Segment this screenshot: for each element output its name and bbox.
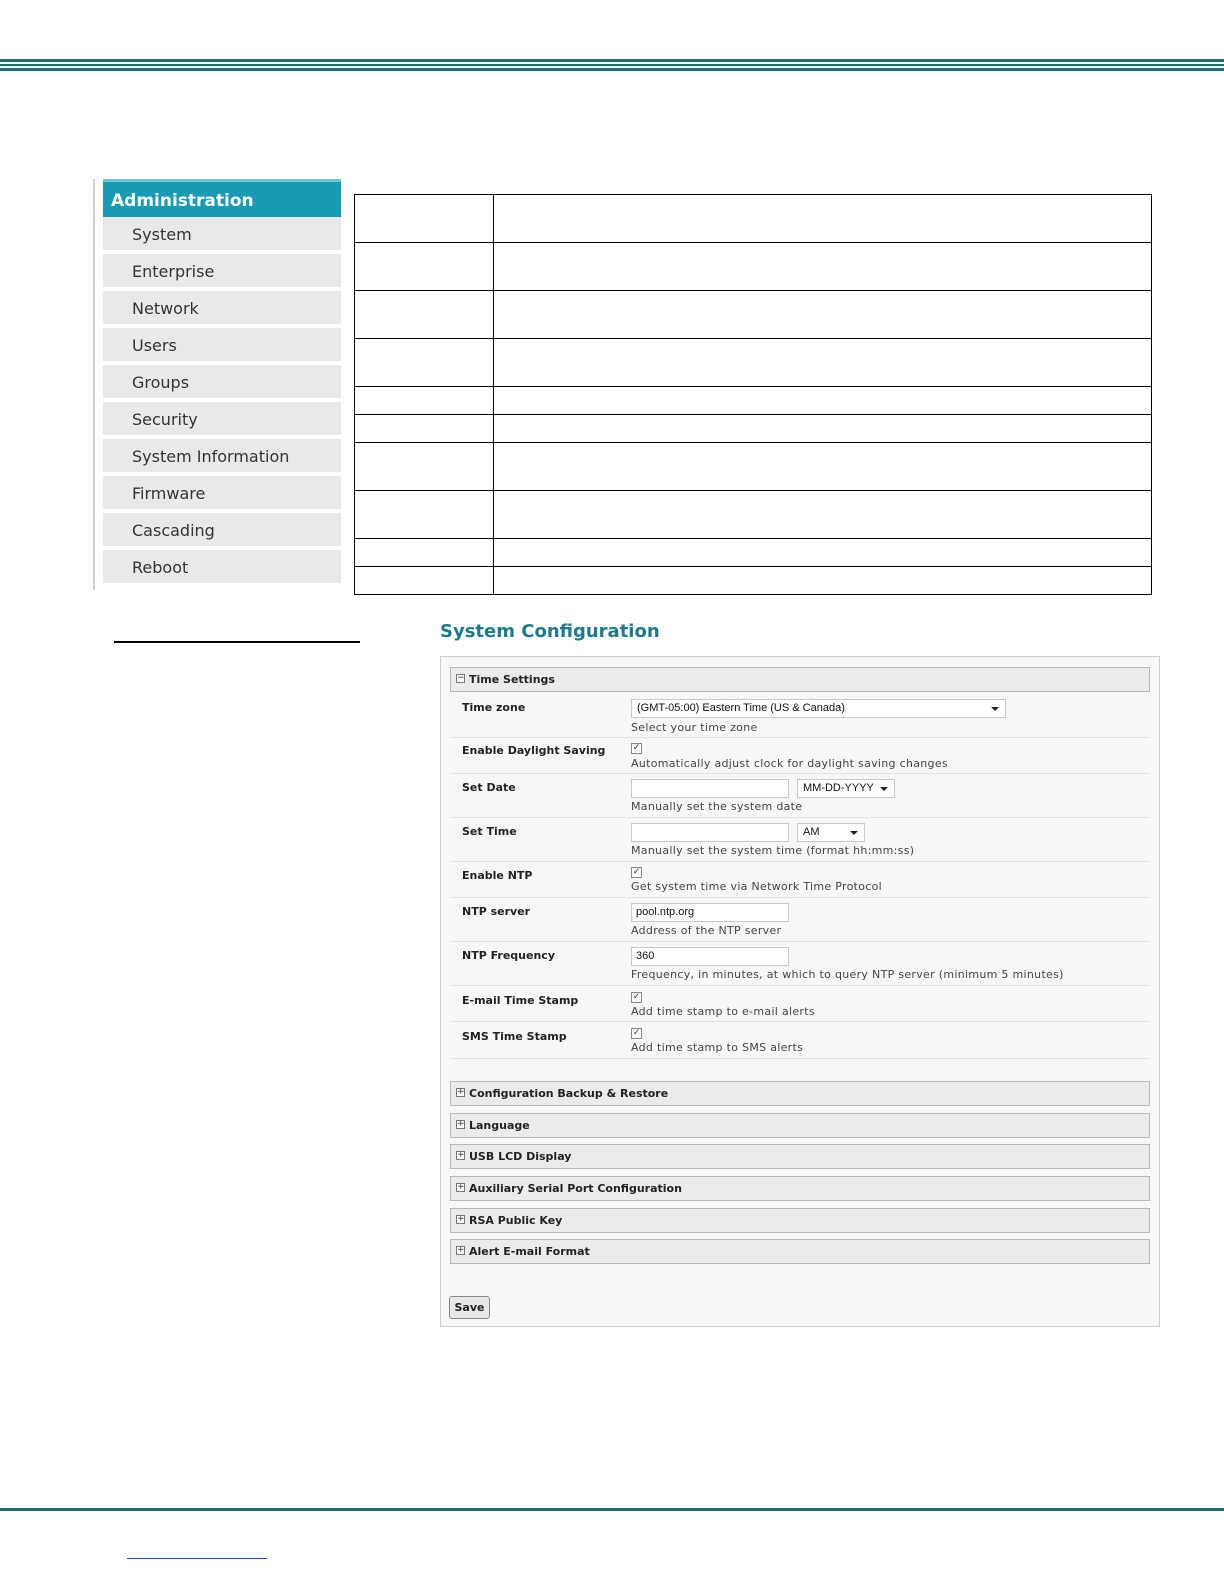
admin-menu-item-network[interactable]: Network bbox=[103, 291, 341, 326]
section-title: Language bbox=[469, 1119, 530, 1132]
sms-time-stamp-label: SMS Time Stamp bbox=[462, 1030, 567, 1043]
enable-ntp-hint: Get system time via Network Time Protocol bbox=[631, 880, 882, 893]
section-alert-email-format[interactable] bbox=[450, 1239, 1150, 1264]
row-daylight-saving bbox=[450, 738, 1150, 774]
expand-icon[interactable]: + bbox=[457, 1119, 465, 1129]
save-button[interactable]: Save bbox=[449, 1296, 490, 1319]
table-row bbox=[355, 339, 1152, 387]
admin-menu-item-users[interactable]: Users bbox=[103, 328, 341, 363]
set-time-hint: Manually set the system time (format hh:mm:ss) bbox=[631, 844, 915, 857]
date-format-value: MM-DD-YYYY bbox=[803, 782, 874, 794]
set-time-input[interactable] bbox=[631, 823, 789, 842]
ntp-frequency-input[interactable]: 360 bbox=[631, 947, 789, 966]
table-row bbox=[355, 387, 1152, 415]
section-usb-lcd-display[interactable] bbox=[450, 1144, 1150, 1169]
table-row bbox=[355, 567, 1152, 595]
section-title: RSA Public Key bbox=[469, 1214, 563, 1227]
daylight-saving-checkbox[interactable]: ✓ bbox=[632, 743, 641, 753]
section-title: USB LCD Display bbox=[469, 1150, 572, 1163]
section-time-settings[interactable] bbox=[450, 667, 1150, 692]
row-enable-ntp bbox=[450, 862, 1150, 898]
email-time-stamp-hint: Add time stamp to e-mail alerts bbox=[631, 1005, 815, 1018]
system-config-panel bbox=[440, 656, 1160, 1327]
set-date-label: Set Date bbox=[462, 781, 516, 794]
section-title: Configuration Backup & Restore bbox=[469, 1087, 669, 1100]
admin-menu-item-reboot[interactable]: Reboot bbox=[103, 550, 341, 585]
ampm-value: AM bbox=[803, 826, 820, 838]
enable-ntp-checkbox[interactable]: ✓ bbox=[632, 867, 641, 877]
enable-ntp-label: Enable NTP bbox=[462, 869, 533, 882]
admin-menu-item-cascading[interactable]: Cascading bbox=[103, 513, 341, 548]
expand-icon[interactable]: + bbox=[457, 1245, 465, 1255]
table-row bbox=[355, 539, 1152, 567]
section-title: Auxiliary Serial Port Configuration bbox=[469, 1182, 682, 1195]
admin-menu-item-groups[interactable]: Groups bbox=[103, 365, 341, 400]
section-language[interactable] bbox=[450, 1113, 1150, 1138]
section-title: Time Settings bbox=[469, 673, 555, 686]
dropdown-arrow-icon bbox=[850, 831, 858, 835]
ntp-server-label: NTP server bbox=[462, 905, 531, 918]
ntp-frequency-label: NTP Frequency bbox=[462, 949, 555, 962]
ntp-server-hint: Address of the NTP server bbox=[631, 924, 782, 937]
footer-rule bbox=[0, 1508, 1224, 1511]
set-date-hint: Manually set the system date bbox=[631, 800, 803, 813]
row-set-time bbox=[450, 818, 1150, 862]
table-row bbox=[355, 291, 1152, 339]
email-time-stamp-checkbox[interactable]: ✓ bbox=[632, 992, 641, 1002]
dropdown-arrow-icon bbox=[880, 787, 888, 791]
expand-icon[interactable]: + bbox=[457, 1087, 465, 1097]
admin-menu bbox=[93, 179, 341, 590]
row-ntp-frequency bbox=[450, 942, 1150, 986]
set-date-input[interactable] bbox=[631, 779, 789, 798]
time-zone-select[interactable] bbox=[631, 699, 1006, 718]
table-row bbox=[355, 491, 1152, 539]
ntp-frequency-hint: Frequency, in minutes, at which to query NTP server (minimum 5 minutes) bbox=[631, 968, 1064, 981]
admin-menu-item-system-information[interactable]: System Information bbox=[103, 439, 341, 474]
description-table bbox=[354, 194, 1152, 595]
dropdown-arrow-icon bbox=[991, 707, 999, 711]
section-configuration-backup-restore[interactable] bbox=[450, 1081, 1150, 1106]
section-auxiliary-serial-port[interactable] bbox=[450, 1176, 1150, 1201]
table-row bbox=[355, 243, 1152, 291]
time-zone-value: (GMT-05:00) Eastern Time (US & Canada) bbox=[637, 702, 845, 714]
sms-time-stamp-hint: Add time stamp to SMS alerts bbox=[631, 1041, 804, 1054]
table-row bbox=[355, 443, 1152, 491]
time-zone-label: Time zone bbox=[462, 701, 526, 714]
header-rule-top bbox=[0, 59, 1224, 62]
header-rule-middle bbox=[0, 64, 1224, 66]
row-time-zone bbox=[450, 697, 1150, 738]
email-time-stamp-label: E-mail Time Stamp bbox=[462, 994, 579, 1007]
daylight-saving-hint: Automatically adjust clock for daylight saving changes bbox=[631, 757, 948, 770]
expand-icon[interactable]: + bbox=[457, 1214, 465, 1224]
footer-link-underline bbox=[127, 1558, 267, 1559]
expand-icon[interactable]: + bbox=[457, 1182, 465, 1192]
row-sms-time-stamp bbox=[450, 1022, 1150, 1059]
row-ntp-server bbox=[450, 898, 1150, 942]
row-email-time-stamp bbox=[450, 986, 1150, 1022]
admin-menu-item-system[interactable]: System bbox=[103, 217, 341, 252]
ampm-select[interactable] bbox=[797, 823, 865, 842]
page-title: System Configuration bbox=[440, 621, 660, 642]
admin-menu-item-enterprise[interactable]: Enterprise bbox=[103, 254, 341, 289]
time-zone-hint: Select your time zone bbox=[631, 721, 758, 734]
table-row bbox=[355, 415, 1152, 443]
set-time-label: Set Time bbox=[462, 825, 517, 838]
sms-time-stamp-checkbox[interactable]: ✓ bbox=[632, 1028, 641, 1038]
date-format-select[interactable] bbox=[797, 779, 895, 798]
admin-menu-item-security[interactable]: Security bbox=[103, 402, 341, 437]
table-row bbox=[355, 195, 1152, 243]
expand-icon[interactable]: + bbox=[457, 1150, 465, 1160]
collapse-icon[interactable]: − bbox=[457, 673, 465, 683]
row-set-date bbox=[450, 774, 1150, 818]
section-rsa-public-key[interactable] bbox=[450, 1208, 1150, 1233]
section-title: Alert E-mail Format bbox=[469, 1245, 590, 1258]
daylight-saving-label: Enable Daylight Saving bbox=[462, 744, 606, 757]
header-rule-bottom bbox=[0, 68, 1224, 71]
caption-rule bbox=[114, 641, 360, 643]
ntp-server-input[interactable]: pool.ntp.org bbox=[631, 903, 789, 922]
admin-menu-heading: Administration bbox=[103, 179, 341, 217]
admin-menu-item-firmware[interactable]: Firmware bbox=[103, 476, 341, 511]
